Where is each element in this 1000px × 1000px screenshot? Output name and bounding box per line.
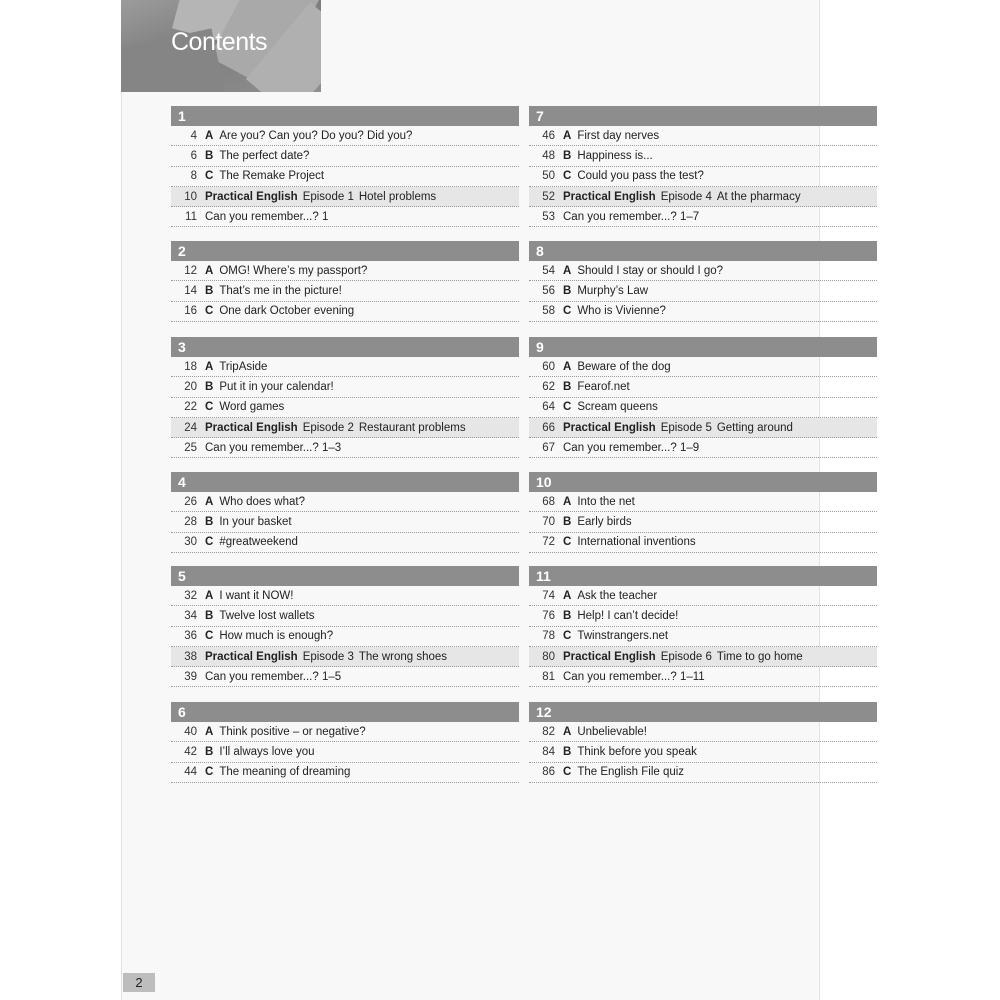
contents-row[interactable]: [171, 187, 519, 207]
lesson-page-number: 39: [184, 670, 197, 683]
lesson-page-number: 10: [184, 190, 197, 203]
lesson-title: Who does what?: [219, 495, 305, 508]
lesson-letter: B: [205, 609, 214, 622]
contents-row[interactable]: [171, 398, 519, 418]
lesson-title: First day nerves: [577, 129, 660, 142]
contents-row[interactable]: [529, 126, 877, 146]
contents-row[interactable]: [171, 281, 519, 301]
lesson-title: Time to go home: [716, 650, 803, 663]
lesson-page-number: 80: [542, 650, 555, 663]
contents-row[interactable]: [171, 606, 519, 626]
lesson-title: Murphy’s Law: [577, 284, 649, 297]
lesson-title: Can you remember...? 1–9: [563, 441, 700, 454]
lesson-title: In your basket: [219, 515, 292, 528]
lesson-letter: A: [563, 725, 572, 738]
lesson-letter: B: [563, 609, 572, 622]
unit-number: 10: [529, 472, 877, 492]
lesson-letter: B: [205, 149, 214, 162]
lesson-title: Unbelievable!: [577, 725, 647, 738]
lesson-page-number: 78: [542, 630, 555, 643]
lesson-title: TripAside: [219, 360, 268, 373]
lesson-title: The perfect date?: [219, 149, 310, 162]
lesson-title: Can you remember...? 1–7: [563, 210, 700, 223]
lesson-letter: A: [205, 360, 214, 373]
contents-row[interactable]: [529, 492, 877, 512]
lesson-letter: A: [205, 264, 214, 277]
lesson-title: Think before you speak: [577, 745, 697, 758]
contents-row[interactable]: [529, 627, 877, 647]
contents-row[interactable]: [171, 167, 519, 187]
contents-row[interactable]: [171, 438, 519, 458]
lesson-title: Can you remember...? 1: [205, 210, 329, 223]
lesson-letter: C: [563, 766, 572, 779]
lesson-letter: C: [205, 536, 214, 549]
contents-row[interactable]: [529, 281, 877, 301]
lesson-page-number: 58: [542, 305, 555, 318]
lesson-page-number: 36: [184, 630, 197, 643]
lesson-page-number: 18: [184, 360, 197, 373]
lesson-title: Can you remember...? 1–11: [563, 670, 705, 683]
contents-row[interactable]: [171, 146, 519, 166]
contents-row[interactable]: [171, 627, 519, 647]
lesson-page-number: 11: [185, 210, 197, 223]
lesson-page-number: 62: [542, 380, 555, 393]
unit-section: [171, 566, 519, 687]
lesson-letter: C: [563, 170, 572, 183]
lesson-title: Twinstrangers.net: [577, 630, 669, 643]
lesson-letter: A: [205, 589, 214, 602]
episode-label: Episode 4: [660, 190, 712, 203]
lesson-letter: B: [205, 380, 214, 393]
lesson-page-number: 86: [542, 766, 555, 779]
lesson-title: How much is enough?: [219, 630, 334, 643]
lesson-title: The meaning of dreaming: [219, 766, 351, 779]
lesson-letter: A: [205, 725, 214, 738]
lesson-title: Scream queens: [577, 401, 658, 414]
contents-row[interactable]: [529, 187, 877, 207]
contents-row[interactable]: [529, 722, 877, 742]
lesson-page-number: 12: [184, 264, 197, 277]
lesson-title: Put it in your calendar!: [219, 380, 334, 393]
lesson-letter: C: [205, 305, 214, 318]
page-title: Contents: [171, 28, 268, 56]
lesson-title: Are you? Can you? Do you? Did you?: [219, 129, 413, 142]
lesson-title: Restaurant problems: [358, 421, 466, 434]
lesson-page-number: 70: [542, 515, 555, 528]
lesson-title: Could you pass the test?: [577, 170, 704, 183]
lesson-letter: A: [205, 129, 214, 142]
lesson-page-number: 74: [542, 589, 555, 602]
lesson-title: Getting around: [716, 421, 793, 434]
contents-row[interactable]: [529, 398, 877, 418]
contents-row[interactable]: [529, 586, 877, 606]
lesson-title: Twelve lost wallets: [219, 609, 315, 622]
practical-english-label: Practical English: [205, 190, 298, 203]
lesson-page-number: 53: [542, 210, 555, 223]
lesson-page-number: 44: [184, 766, 197, 779]
lesson-letter: C: [205, 401, 214, 414]
contents-row[interactable]: [529, 606, 877, 626]
lesson-page-number: 30: [184, 536, 197, 549]
unit-section: [529, 566, 877, 687]
contents-row[interactable]: [171, 377, 519, 397]
lesson-page-number: 6: [190, 149, 197, 162]
lesson-letter: B: [563, 284, 572, 297]
contents-row[interactable]: [529, 438, 877, 458]
lesson-letter: C: [563, 630, 572, 643]
lesson-page-number: 67: [542, 441, 555, 454]
contents-row[interactable]: [171, 357, 519, 377]
unit-section: [171, 472, 519, 553]
contents-row[interactable]: [529, 667, 877, 687]
practical-english-label: Practical English: [205, 650, 298, 663]
lesson-title: Who is Vivienne?: [577, 305, 666, 318]
lesson-page-number: 54: [542, 264, 555, 277]
lesson-page-number: 84: [542, 745, 555, 758]
contents-row[interactable]: [171, 722, 519, 742]
lesson-title: Into the net: [577, 495, 635, 508]
lesson-title: The Remake Project: [219, 170, 325, 183]
lesson-page-number: 68: [542, 495, 555, 508]
contents-row[interactable]: [171, 763, 519, 783]
unit-number: 5: [171, 566, 519, 586]
lesson-page-number: 25: [184, 441, 197, 454]
lesson-letter: C: [205, 630, 214, 643]
contents-row[interactable]: [171, 302, 519, 322]
lesson-title: At the pharmacy: [716, 190, 801, 203]
lesson-letter: B: [563, 745, 572, 758]
unit-number: 12: [529, 702, 877, 722]
lesson-page-number: 32: [184, 589, 197, 602]
unit-section: [529, 106, 877, 227]
unit-section: [171, 106, 519, 227]
lesson-letter: C: [563, 536, 572, 549]
practical-english-label: Practical English: [563, 421, 656, 434]
lesson-letter: C: [563, 401, 572, 414]
episode-label: Episode 6: [660, 650, 712, 663]
lesson-title: Fearof.net: [577, 380, 630, 393]
contents-row[interactable]: [171, 126, 519, 146]
contents-row[interactable]: [529, 512, 877, 532]
page-number: 2: [123, 973, 155, 992]
lesson-letter: A: [205, 495, 214, 508]
lesson-title: Think positive – or negative?: [219, 725, 366, 738]
lesson-title: Should I stay or should I go?: [577, 264, 724, 277]
lesson-letter: B: [205, 284, 214, 297]
lesson-letter: B: [563, 149, 572, 162]
contents-row[interactable]: [171, 742, 519, 762]
lesson-page-number: 42: [184, 745, 197, 758]
unit-section: [171, 337, 519, 458]
lesson-page-number: 24: [184, 421, 197, 434]
unit-number: 9: [529, 337, 877, 357]
lesson-letter: B: [563, 380, 572, 393]
lesson-letter: C: [205, 766, 214, 779]
lesson-letter: A: [563, 360, 572, 373]
contents-row[interactable]: [171, 207, 519, 227]
lesson-title: Help! I can’t decide!: [577, 609, 679, 622]
lesson-page-number: 34: [184, 609, 197, 622]
lesson-page-number: 48: [542, 149, 555, 162]
lesson-letter: C: [205, 170, 214, 183]
lesson-page-number: 82: [542, 725, 555, 738]
unit-number: 3: [171, 337, 519, 357]
lesson-page-number: 4: [190, 129, 197, 142]
contents-row[interactable]: [171, 261, 519, 281]
unit-number: 7: [529, 106, 877, 126]
unit-number: 8: [529, 241, 877, 261]
contents-row[interactable]: [171, 647, 519, 667]
contents-row[interactable]: [529, 302, 877, 322]
lesson-page-number: 46: [542, 129, 555, 142]
lesson-page-number: 81: [542, 670, 555, 683]
unit-number: 2: [171, 241, 519, 261]
lesson-page-number: 8: [190, 170, 197, 183]
lesson-page-number: 38: [184, 650, 197, 663]
contents-row[interactable]: [171, 492, 519, 512]
lesson-title: OMG! Where’s my passport?: [219, 264, 368, 277]
contents-row[interactable]: [529, 377, 877, 397]
lesson-letter: B: [205, 515, 214, 528]
lesson-page-number: 20: [184, 380, 197, 393]
lesson-title: Can you remember...? 1–5: [205, 670, 342, 683]
lesson-letter: A: [563, 264, 572, 277]
lesson-title: I want it NOW!: [219, 589, 294, 602]
episode-label: Episode 1: [302, 190, 354, 203]
unit-number: 1: [171, 106, 519, 126]
contents-row[interactable]: [529, 146, 877, 166]
lesson-page-number: 52: [542, 190, 555, 203]
lesson-page-number: 50: [542, 170, 555, 183]
contents-row[interactable]: [529, 357, 877, 377]
lesson-page-number: 22: [184, 401, 197, 414]
contents-row[interactable]: [529, 207, 877, 227]
lesson-page-number: 60: [542, 360, 555, 373]
contents-row[interactable]: [171, 533, 519, 553]
lesson-title: Early birds: [577, 515, 632, 528]
contents-row[interactable]: [171, 586, 519, 606]
lesson-letter: A: [563, 129, 572, 142]
unit-number: 6: [171, 702, 519, 722]
practical-english-label: Practical English: [563, 190, 656, 203]
practical-english-label: Practical English: [205, 421, 298, 434]
contents-row[interactable]: [171, 667, 519, 687]
lesson-page-number: 66: [542, 421, 555, 434]
contents-row[interactable]: [529, 167, 877, 187]
lesson-title: International inventions: [577, 536, 696, 549]
lesson-page-number: 76: [542, 609, 555, 622]
lesson-letter: A: [563, 589, 572, 602]
lesson-title: Happiness is...: [577, 149, 653, 162]
contents-row[interactable]: [529, 418, 877, 438]
lesson-title: Hotel problems: [358, 190, 437, 203]
contents-row[interactable]: [529, 533, 877, 553]
unit-section: [529, 702, 877, 783]
lesson-title: I’ll always love you: [219, 745, 315, 758]
unit-section: [529, 241, 877, 322]
lesson-page-number: 14: [184, 284, 197, 297]
unit-section: [529, 337, 877, 458]
unit-number: 4: [171, 472, 519, 492]
unit-section: [171, 702, 519, 783]
lesson-letter: B: [205, 745, 214, 758]
episode-label: Episode 5: [660, 421, 712, 434]
unit-section: [171, 241, 519, 322]
lesson-title: Word games: [219, 401, 285, 414]
lesson-title: #greatweekend: [219, 536, 298, 549]
lesson-page-number: 56: [542, 284, 555, 297]
contents-row[interactable]: [529, 742, 877, 762]
contents-row[interactable]: [529, 647, 877, 667]
lesson-title: The English File quiz: [577, 766, 685, 779]
contents-row[interactable]: [529, 261, 877, 281]
unit-number: 11: [529, 566, 877, 586]
lesson-page-number: 28: [184, 515, 197, 528]
contents-row[interactable]: [529, 763, 877, 783]
lesson-title: One dark October evening: [219, 305, 355, 318]
lesson-page-number: 40: [184, 725, 197, 738]
lesson-letter: C: [563, 305, 572, 318]
lesson-title: Beware of the dog: [577, 360, 671, 373]
lesson-title: That’s me in the picture!: [219, 284, 342, 297]
episode-label: Episode 3: [302, 650, 354, 663]
lesson-title: Can you remember...? 1–3: [205, 441, 342, 454]
lesson-page-number: 26: [184, 495, 197, 508]
lesson-letter: A: [563, 495, 572, 508]
unit-section: [529, 472, 877, 553]
lesson-page-number: 72: [542, 536, 555, 549]
contents-row[interactable]: [171, 418, 519, 438]
lesson-title: Ask the teacher: [577, 589, 658, 602]
episode-label: Episode 2: [302, 421, 354, 434]
lesson-title: The wrong shoes: [358, 650, 448, 663]
lesson-page-number: 16: [184, 305, 197, 318]
lesson-letter: B: [563, 515, 572, 528]
lesson-page-number: 64: [542, 401, 555, 414]
practical-english-label: Practical English: [563, 650, 656, 663]
contents-row[interactable]: [171, 512, 519, 532]
